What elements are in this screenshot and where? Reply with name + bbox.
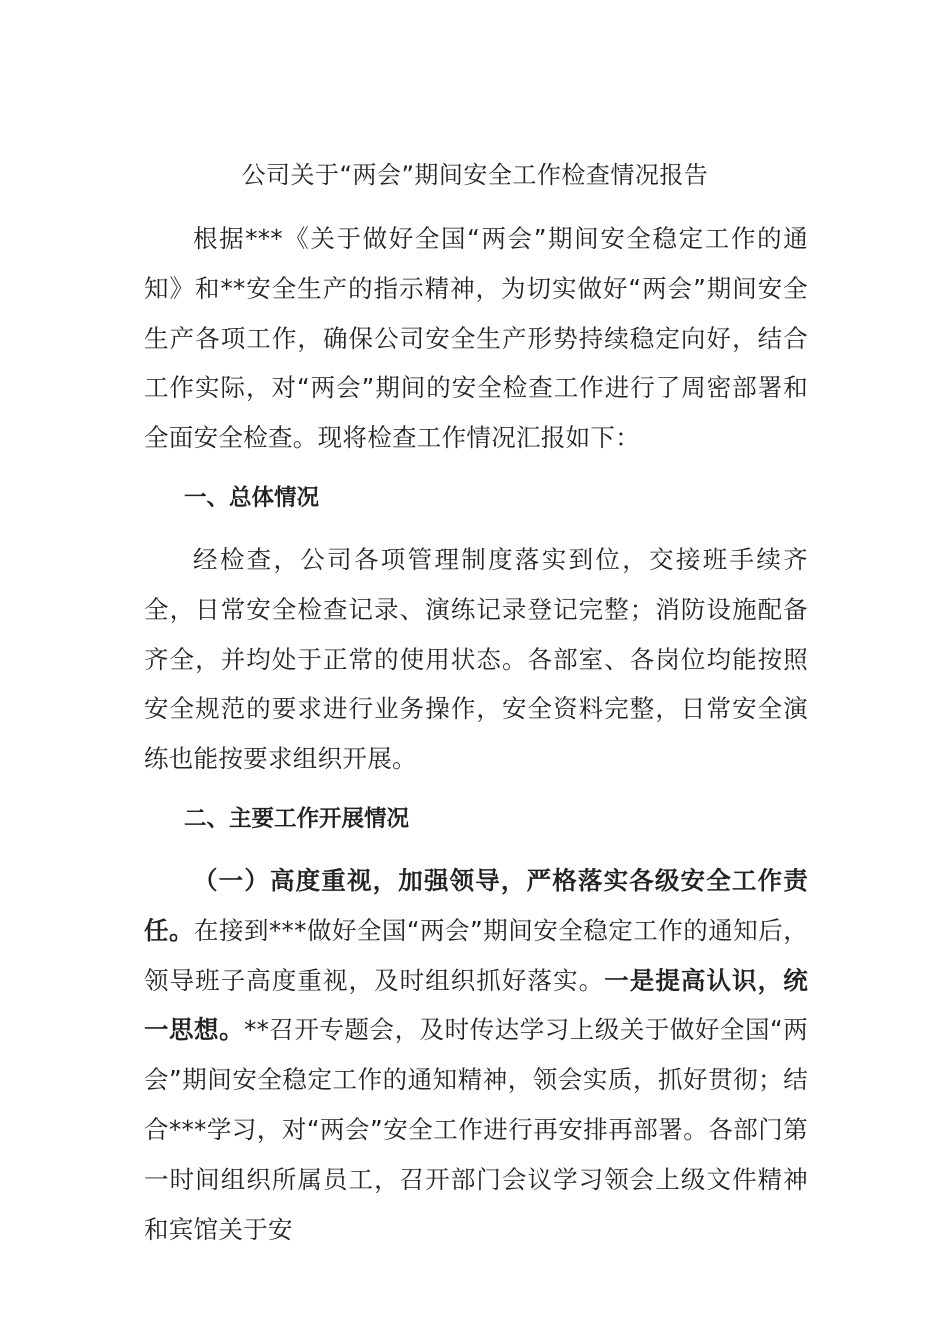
subsection-1-text-b: **召开专题会，及时传达学习上级关于做好全国“两会”期间安全稳定工作的通知精神，领会实质，抓好贯彻；结合***学习，对“两会”安全工作进行再安排再部署。各部门第一时间组织所属员工，召开部门会议学习领会上级文件精神和宾馆关于安 — [144, 1015, 808, 1244]
subsection-1-text-a: 在接到***做好全国“两会”期间安全稳定工作的通知后，领导班子高度重视，及时组织抓好落实。 — [144, 915, 808, 995]
point-1-title: 一是提高认识，统一思想。 — [144, 965, 808, 1045]
subsection-1-title: （一）高度重视，加强领导，严格落实各级安全工作责任。 — [144, 866, 808, 945]
intro-paragraph: 根据***《关于做好全国“两会”期间安全稳定工作的通知》和**安全生产的指示精神，为切实做好“两会”期间安全生产各项工作，确保公司安全生产形势持续稳定向好，结合工作实际，对“两会”期间的安全检查工作进行了周密部署和全面安全检查。现将检查工作情况汇报如下： — [144, 224, 808, 453]
section-2-heading: 二、主要工作开展情况 — [184, 806, 410, 832]
section-2-paragraph — [144, 856, 808, 1254]
section-1-paragraph: 经检查，公司各项管理制度落实到位，交接班手续齐全，日常安全检查记录、演练记录登记完整；消防设施配备齐全，并均处于正常的使用状态。各部室、各岗位均能按照安全规范的要求进行业务操作，安全资料完整，日常安全演练也能按要求组织开展。 — [144, 545, 808, 774]
document-title: 公司关于“两会”期间安全工作检查情况报告 — [241, 161, 709, 189]
section-1-heading: 一、总体情况 — [184, 485, 320, 511]
